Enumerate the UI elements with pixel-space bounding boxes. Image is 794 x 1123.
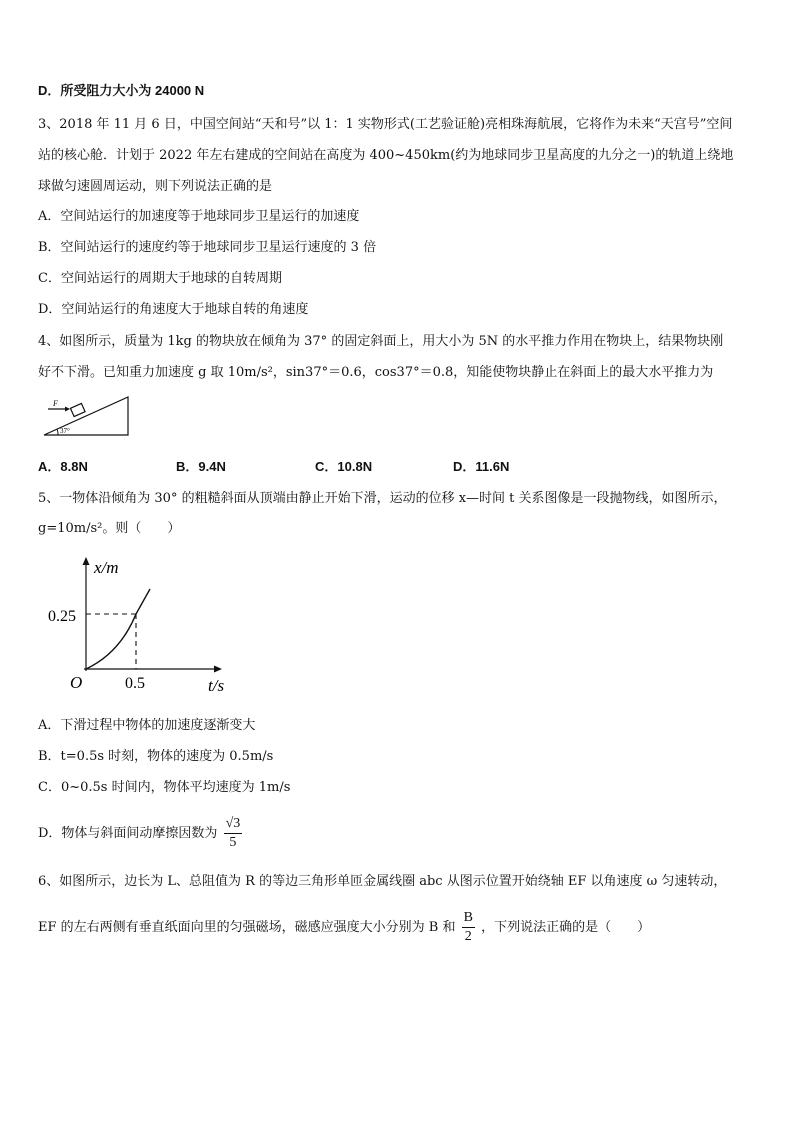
force-label: F <box>53 399 58 408</box>
q4-option-d: D．11.6N <box>453 459 510 474</box>
q6-line2-text: EF 的左右两侧有垂直纸面向里的匀强磁场，磁感应强度大小分别为 B 和 <box>38 920 456 935</box>
force-arrowhead <box>65 407 70 412</box>
q3-option-a: A．空间站运行的加速度等于地球同步卫星运行的加速度 <box>38 209 360 224</box>
q5-stem-line-2: g=10m/s²。则（ ） <box>38 521 181 536</box>
q6-stem-line-1: 6、如图所示，边长为 L、总阻值为 R 的等边三角形单匝金属线圈 abc 从图示位置开始绕轴 EF 以角速度 ω 匀速转动， <box>38 874 727 889</box>
q3-stem-line-2: 站的核心舱．计划于 2022 年左右建成的空间站在高度为 400~450km(约为地球同步卫星高度的九分之一)的轨道上绕地 <box>38 148 734 163</box>
block <box>70 403 85 416</box>
x-axis-label: t/s <box>208 676 225 695</box>
q5-xt-graph <box>40 553 240 698</box>
x-axis-arrowhead <box>214 666 222 673</box>
q4-option-b: B．9.4N <box>176 459 226 474</box>
fraction-denominator: 5 <box>229 835 237 850</box>
q4-stem-line-2: 好不下滑。已知重力加速度 g 取 10m/s²，sin37°＝0.6，cos37°＝0.8，知能使物块静止在斜面上的最大水平推力为 <box>38 365 714 380</box>
q3-option-b: B．空间站运行的速度约等于地球同步卫星运行速度的 3 倍 <box>38 240 377 255</box>
q5-stem-line-1: 5、一物体沿倾角为 30° 的粗糙斜面从顶端由静止开始下滑，运动的位移 x—时间 t 关系图像是一段抛物线，如图所示， <box>38 491 727 506</box>
q5-option-d-fraction <box>224 815 243 852</box>
q4-option-a: A．8.8N <box>38 459 88 474</box>
q3-stem-line-1: 3、2018 年 11 月 6 日，中国空间站“天和号”以 1：1 实物形式(工艺验证舱)亮相珠海航展，它将作为未来“天宫号”空间 <box>38 117 733 132</box>
y-axis-label: x/m <box>94 558 119 577</box>
q3-stem-line-3: 球做匀速圆周运动，则下列说法正确的是 <box>38 179 273 194</box>
angle-label: 37° <box>60 427 70 435</box>
angle-arc <box>57 429 58 435</box>
y-axis-arrowhead <box>83 557 90 565</box>
q3-option-d: D．空间站运行的角速度大于地球自转的角速度 <box>38 302 309 317</box>
q3-option-c: C．空间站运行的周期大于地球的自转周期 <box>38 271 282 286</box>
q5-option-b: B．t=0.5s 时刻，物体的速度为 0.5m/s <box>38 749 274 764</box>
q5-option-c: C．0~0.5s 时间内，物体平均速度为 1m/s <box>38 780 291 795</box>
fraction-numerator: √3 <box>224 815 243 834</box>
x-tick-label: 0.5 <box>125 675 145 692</box>
q4-incline-figure <box>40 393 135 439</box>
q5-option-d <box>38 815 244 852</box>
q2-option-d: D．所受阻力大小为 24000 N <box>38 83 205 98</box>
q6-stem-line-2 <box>38 909 650 946</box>
fraction-numerator: B <box>462 909 475 928</box>
q4-option-c: C．10.8N <box>315 459 373 474</box>
q4-stem-line-1: 4、如图所示，质量为 1kg 的物块放在倾角为 37° 的固定斜面上，用大小为 5N 的水平推力作用在物块上，结果物块刚 <box>38 334 724 349</box>
q6-line2-suffix: ，下列说法正确的是（ ） <box>481 920 651 935</box>
q5-option-d-text: D．物体与斜面间动摩擦因数为 <box>38 826 218 841</box>
q5-option-a: A．下滑过程中物体的加速度逐渐变大 <box>38 718 256 733</box>
q6-fraction <box>462 909 475 946</box>
fraction-denominator: 2 <box>464 929 472 944</box>
origin-label: O <box>70 673 83 692</box>
parabola-curve <box>86 589 150 669</box>
y-tick-label: 0.25 <box>48 608 76 625</box>
